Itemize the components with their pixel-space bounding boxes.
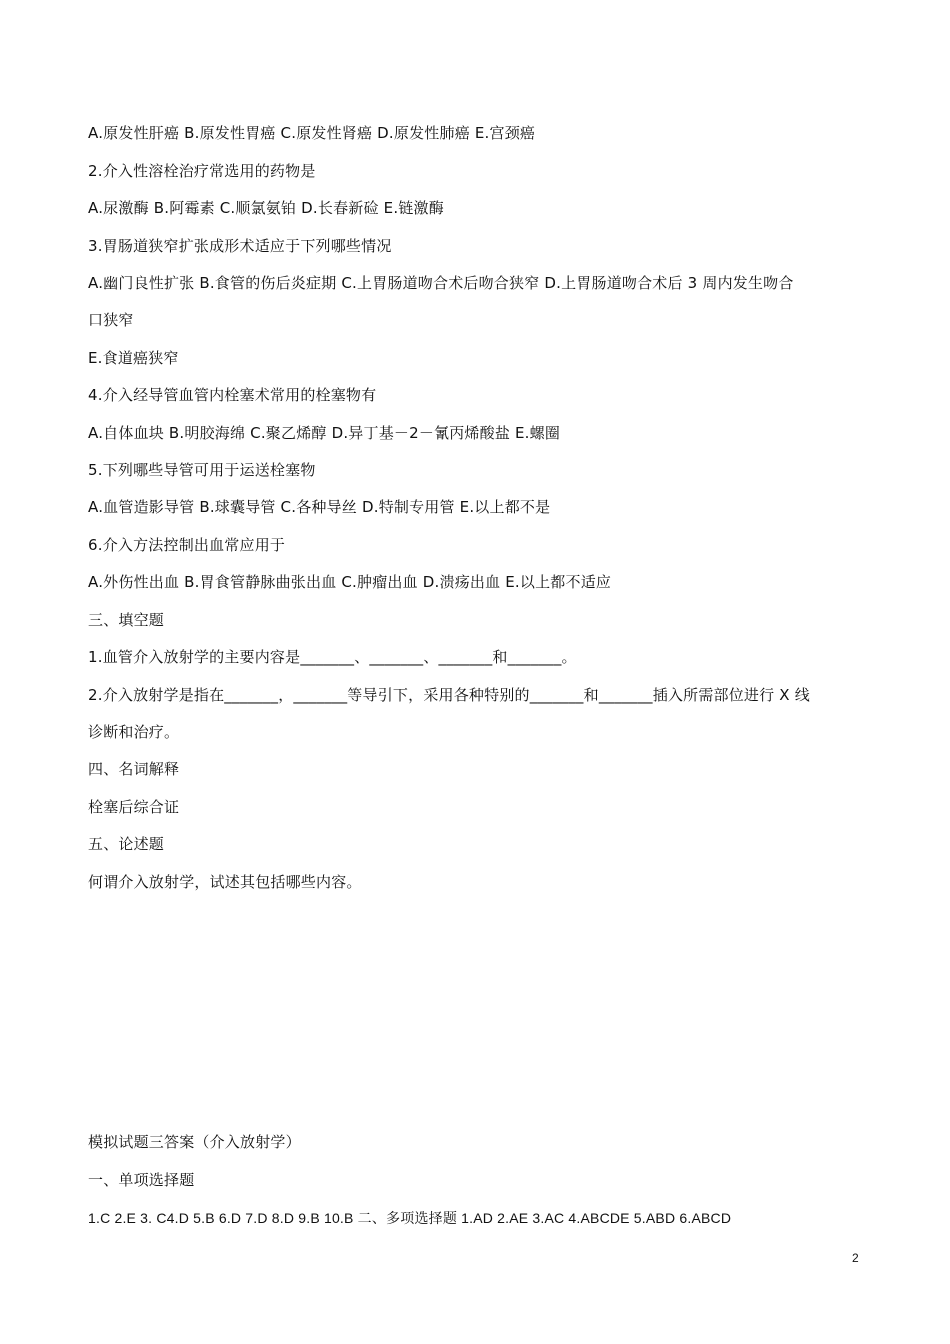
q3-option-e: E.食道癌狭窄 [88,349,179,367]
q6-options: A.外伤性出血 B.胃食管静脉曲张出血 C.肿瘤出血 D.溃疡出血 E.以上都不适应 [88,573,612,591]
section-term-explanation-heading: 四、名词解释 [88,760,180,778]
term-explanation-item: 栓塞后综合证 [88,798,180,816]
q2-options: A.尿激酶 B.阿霉素 C.顺氯氨铂 D.长春新硷 E.链激酶 [88,199,444,217]
answer-key-title: 模拟试题三答案（介入放射学） [88,1133,301,1151]
fill-blank-q1: 1.血管介入放射学的主要内容是_______、_______、_______和_______。 [88,648,577,666]
q5-question: 5.下列哪些导管可用于运送栓塞物 [88,461,316,479]
q5-options: A.血管造影导管 B.球囊导管 C.各种导丝 D.特制专用管 E.以上都不是 [88,498,551,516]
fill-blank-q2: 2.介入放射学是指在_______，_______等导引下，采用各种特别的_______和_______插入所需部位进行 X 线 [88,686,810,704]
answer-single-choice-heading: 一、单项选择题 [88,1171,195,1189]
essay-question: 何谓介入放射学，试述其包括哪些内容。 [88,873,362,891]
q3-options-continued: 口狭窄 [88,311,134,329]
fill-blank-q2-continued: 诊断和治疗。 [88,723,180,741]
q2-question: 2.介入性溶栓治疗常选用的药物是 [88,162,316,180]
section-essay-heading: 五、论述题 [88,835,165,853]
page-number: 2 [852,1251,859,1265]
q3-question: 3.胃肠道狭窄扩张成形术适应于下列哪些情况 [88,237,392,255]
q1-options: A.原发性肝癌 B.原发性胃癌 C.原发性肾癌 D.原发性肺癌 E.宫颈癌 [88,124,536,142]
answer-key-line: 1.C 2.E 3. C4.D 5.B 6.D 7.D 8.D 9.B 10.B 二、多项选择题 1.AD 2.AE 3.AC 4.ABCDE 5.ABD 6.ABCD [88,1210,732,1226]
q4-options: A.自体血块 B.明胶海绵 C.聚乙烯醇 D.异丁基－2－氰丙烯酸盐 E.螺圈 [88,424,561,442]
q3-options: A.幽门良性扩张 B.食管的伤后炎症期 C.上胃肠道吻合术后吻合狭窄 D.上胃肠道吻合术后 3 周内发生吻合 [88,274,794,292]
q4-question: 4.介入经导管血管内栓塞术常用的栓塞物有 [88,386,377,404]
q6-question: 6.介入方法控制出血常应用于 [88,536,286,554]
section-fill-blank-heading: 三、填空题 [88,611,165,629]
